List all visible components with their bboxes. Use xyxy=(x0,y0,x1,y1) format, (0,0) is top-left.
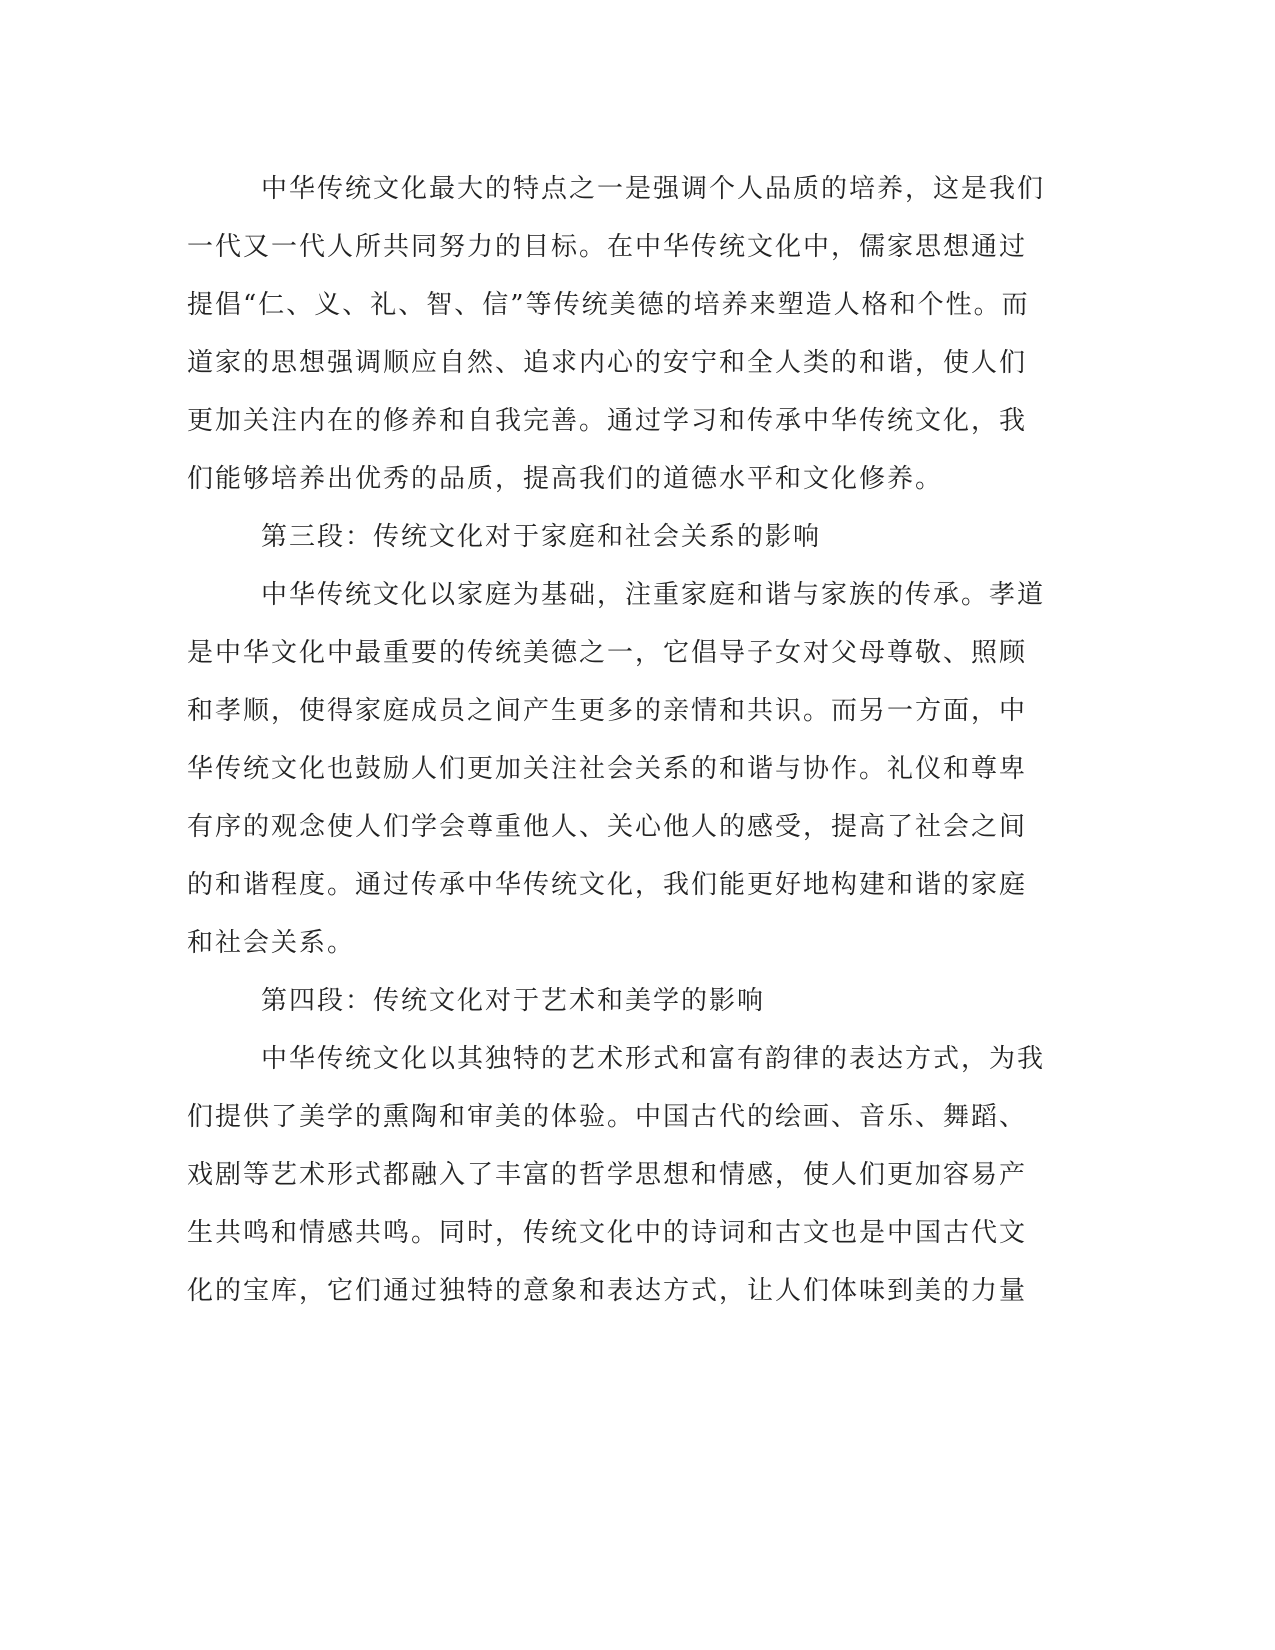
paragraph-line: 提倡“仁、义、礼、智、信”等传统美德的培养来塑造人格和个性。而 xyxy=(187,290,1030,320)
paragraph-line: 生共鸣和情感共鸣。同时，传统文化中的诗词和古文也是中国古代文 xyxy=(187,1218,1028,1248)
paragraph-line: 有序的观念使人们学会尊重他人、关心他人的感受，提高了社会之间 xyxy=(187,812,1028,842)
paragraph-line: 戏剧等艺术形式都融入了丰富的哲学思想和情感，使人们更加容易产 xyxy=(187,1160,1028,1190)
paragraph-line: 一代又一代人所共同努力的目标。在中华传统文化中，儒家思想通过 xyxy=(187,232,1028,262)
paragraph-line: 和社会关系。 xyxy=(187,928,356,958)
paragraph-line: 们提供了美学的熏陶和审美的体验。中国古代的绘画、音乐、舞蹈、 xyxy=(187,1102,1028,1132)
paragraph-line: 和孝顺，使得家庭成员之间产生更多的亲情和共识。而另一方面，中 xyxy=(187,696,1028,726)
body-text xyxy=(187,160,1047,1320)
paragraph-line: 更加关注内在的修养和自我完善。通过学习和传承中华传统文化，我 xyxy=(187,406,1028,436)
section-heading: 第三段：传统文化对于家庭和社会关系的影响 xyxy=(261,522,822,552)
paragraph-line: 们能够培养出优秀的品质，提高我们的道德水平和文化修养。 xyxy=(187,464,944,494)
paragraph-line: 化的宝库，它们通过独特的意象和表达方式，让人们体味到美的力量 xyxy=(187,1276,1028,1306)
section-heading: 第四段：传统文化对于艺术和美学的影响 xyxy=(261,986,766,1016)
paragraph-line: 中华传统文化以家庭为基础，注重家庭和谐与家族的传承。孝道 xyxy=(261,580,1046,610)
paragraph-line: 中华传统文化最大的特点之一是强调个人品质的培养，这是我们 xyxy=(261,174,1046,204)
paragraph-line: 道家的思想强调顺应自然、追求内心的安宁和全人类的和谐，使人们 xyxy=(187,348,1028,378)
paragraph-line: 是中华文化中最重要的传统美德之一，它倡导子女对父母尊敬、照顾 xyxy=(187,638,1028,668)
paragraph-line: 的和谐程度。通过传承中华传统文化，我们能更好地构建和谐的家庭 xyxy=(187,870,1028,900)
paragraph-line: 中华传统文化以其独特的艺术形式和富有韵律的表达方式，为我 xyxy=(261,1044,1046,1074)
paragraph-line: 华传统文化也鼓励人们更加关注社会关系的和谐与协作。礼仪和尊卑 xyxy=(187,754,1028,784)
